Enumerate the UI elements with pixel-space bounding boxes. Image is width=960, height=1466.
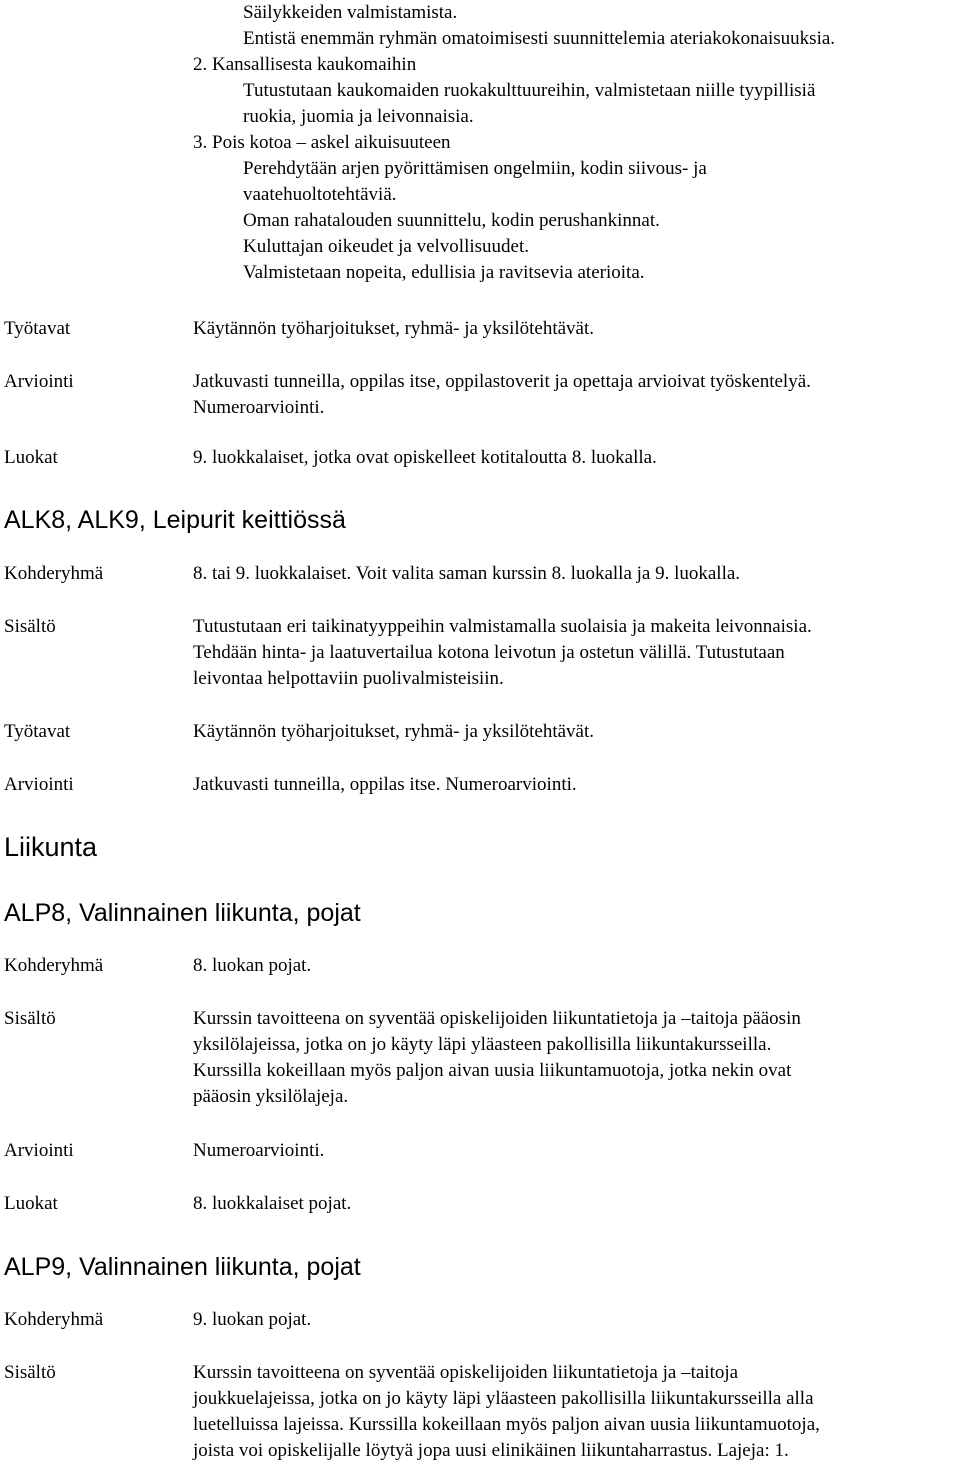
sisalto-value <box>193 1006 801 1110</box>
luokat-value: 9. luokkalaiset, jotka ovat opiskelleet kotitaloutta 8. luokalla. <box>193 447 657 468</box>
kohderyhma-value: 9. luokan pojat. <box>193 1309 312 1330</box>
sisalto-line: pääosin yksilölajeja. <box>193 1086 349 1107</box>
sisalto-value <box>193 1360 820 1464</box>
sisalto-line: Kurssilla kokeillaan myös paljon aivan uusia liikuntamuotoja, jotka nekin ovat <box>193 1060 792 1081</box>
section-heading-alp8: ALP8, Valinnainen liikunta, pojat <box>4 899 361 927</box>
intro-block-a <box>243 0 835 52</box>
sisalto-line: leivontaa helpottaviin puolivalmisteisiin. <box>193 668 504 689</box>
luokat-label: Luokat <box>4 1193 58 1214</box>
sisalto-line: Kurssin tavoitteena on syventää opiskelijoiden liikuntatietoja ja –taitoja <box>193 1362 739 1383</box>
sisalto-line: yksilölajeissa, jotka on jo käyty läpi yläasteen pakollisilla liikuntakursseilla. <box>193 1034 772 1055</box>
kohderyhma-label: Kohderyhmä <box>4 563 104 584</box>
arviointi-label: Arviointi <box>4 371 74 392</box>
item2-line: ruokia, juomia ja leivonnaisia. <box>243 106 474 127</box>
arviointi-label: Arviointi <box>4 1140 74 1161</box>
kohderyhma-label: Kohderyhmä <box>4 1309 104 1330</box>
tyotavat-value: Käytännön työharjoitukset, ryhmä- ja yksilötehtävät. <box>193 318 595 339</box>
sisalto-label: Sisältö <box>4 1008 56 1029</box>
sisalto-label: Sisältö <box>4 616 56 637</box>
luokat-label: Luokat <box>4 447 58 468</box>
arviointi-value: Jatkuvasti tunneilla, oppilas itse. Numeroarviointi. <box>193 774 577 795</box>
kohderyhma-value: 8. tai 9. luokkalaiset. Voit valita saman kurssin 8. luokalla ja 9. luokalla. <box>193 563 741 584</box>
item3-line: Perehdytään arjen pyörittämisen ongelmiin, kodin siivous- ja <box>243 158 707 179</box>
tyotavat-label: Työtavat <box>4 318 71 339</box>
intro-line: Säilykkeiden valmistamista. <box>243 2 458 23</box>
sisalto-line: joukkuelajeissa, jotka on jo käyty läpi yläasteen pakollisilla liikuntakursseilla alla <box>193 1388 814 1409</box>
sisalto-value <box>193 614 812 692</box>
sisalto-line: joista voi opiskelijalle löytyä jopa uusi elinikäinen liikuntaharrastus. Lajeja: 1. <box>193 1440 789 1461</box>
item3-line: Valmistetaan nopeita, edullisia ja ravitsevia aterioita. <box>243 262 645 283</box>
item3-body <box>243 156 707 286</box>
arviointi-label: Arviointi <box>4 774 74 795</box>
section-heading-liikunta: Liikunta <box>4 832 98 862</box>
item2-line: Tutustutaan kaukomaiden ruokakulttuureihin, valmistetaan niille tyypillisiä <box>243 80 816 101</box>
item2-body <box>243 78 815 130</box>
arviointi-line: Numeroarviointi. <box>193 397 325 418</box>
section-heading-alp9: ALP9, Valinnainen liikunta, pojat <box>4 1253 361 1281</box>
arviointi-line: Jatkuvasti tunneilla, oppilas itse, oppilastoverit ja opettaja arvioivat työskentelyä. <box>193 371 811 392</box>
item3-title: 3. Pois kotoa – askel aikuisuuteen <box>193 132 451 153</box>
arviointi-value <box>193 369 811 421</box>
tyotavat-value: Käytännön työharjoitukset, ryhmä- ja yksilötehtävät. <box>193 721 595 742</box>
tyotavat-label: Työtavat <box>4 721 71 742</box>
sisalto-line: Tehdään hinta- ja laatuvertailua kotona leivotun ja ostetun välillä. Tutustutaan <box>193 642 785 663</box>
kohderyhma-label: Kohderyhmä <box>4 955 104 976</box>
arviointi-value: Numeroarviointi. <box>193 1140 325 1161</box>
item3-line: Oman rahatalouden suunnittelu, kodin perushankinnat. <box>243 210 660 231</box>
section-heading-alk: ALK8, ALK9, Leipurit keittiössä <box>4 506 346 534</box>
item3-line: vaatehuoltotehtäviä. <box>243 184 397 205</box>
item3-line: Kuluttajan oikeudet ja velvollisuudet. <box>243 236 529 257</box>
sisalto-line: Tutustutaan eri taikinatyyppeihin valmistamalla suolaisia ja makeita leivonnaisia. <box>193 616 812 637</box>
sisalto-line: luetelluissa lajeissa. Kurssilla kokeillaan myös paljon aivan uusia liikuntamuotoja, <box>193 1414 820 1435</box>
luokat-value: 8. luokkalaiset pojat. <box>193 1193 352 1214</box>
sisalto-line: Kurssin tavoitteena on syventää opiskelijoiden liikuntatietoja ja –taitoja pääosin <box>193 1008 801 1029</box>
kohderyhma-value: 8. luokan pojat. <box>193 955 312 976</box>
intro-line: Entistä enemmän ryhmän omatoimisesti suunnittelemia ateriakokonaisuuksia. <box>243 28 836 49</box>
item2-title: 2. Kansallisesta kaukomaihin <box>193 54 417 75</box>
sisalto-label: Sisältö <box>4 1362 56 1383</box>
